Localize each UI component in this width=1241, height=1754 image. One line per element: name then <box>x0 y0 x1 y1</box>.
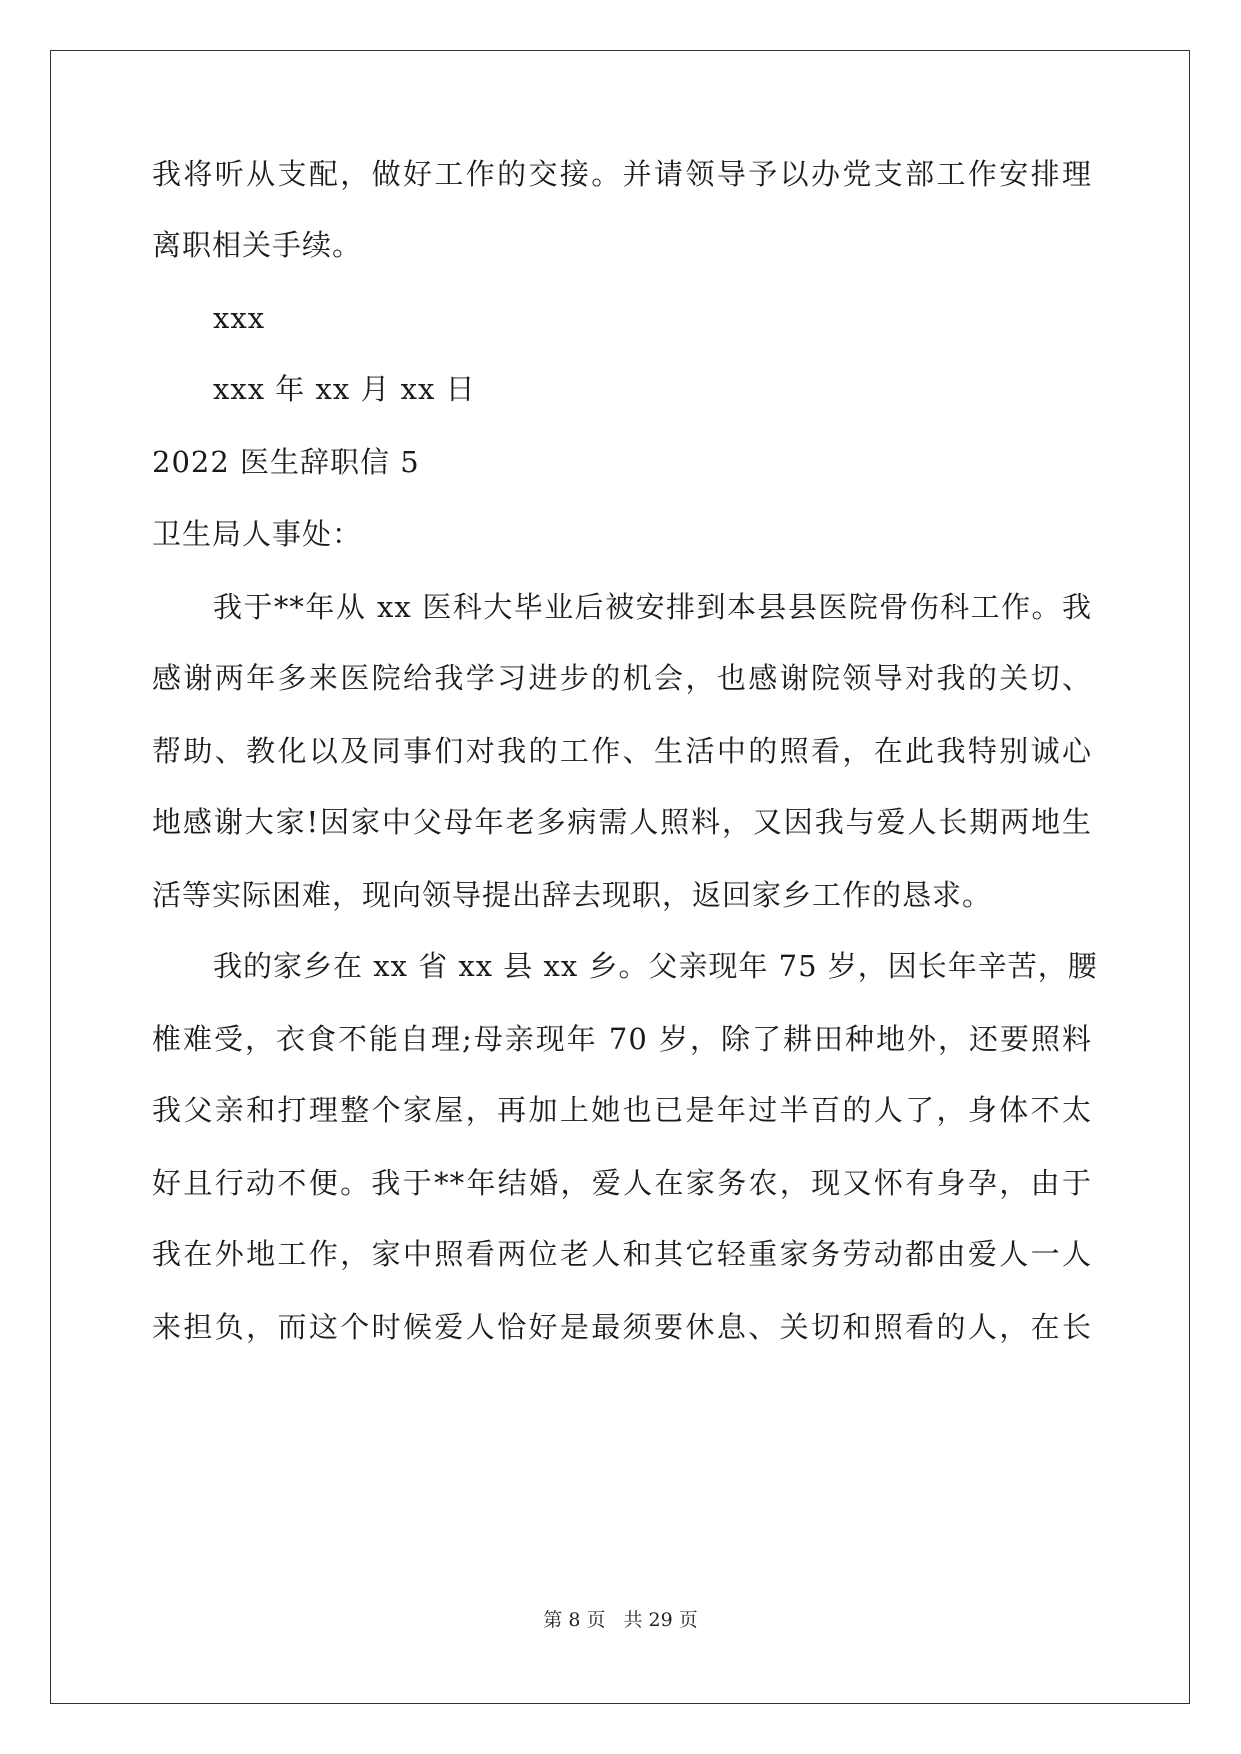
page-total: 共 29 页 <box>623 1609 698 1631</box>
text-line: 椎难受，衣食不能自理;母亲现年 70 岁，除了耕田种地外，还要照料 <box>152 1022 1092 1056</box>
text-line: 我将听从支配，做好工作的交接。并请领导予以办党支部工作安排理 <box>152 157 1092 191</box>
page-footer <box>0 1608 1241 1632</box>
text-line: 我在外地工作，家中照看两位老人和其它轻重家务劳动都由爱人一人 <box>152 1237 1092 1271</box>
text-line: 我于**年从 xx 医科大毕业后被安排到本县县医院骨伤科工作。我 <box>213 590 1092 624</box>
page-number: 第 8 页 <box>543 1609 606 1631</box>
text-line: 帮助、教化以及同事们对我的工作、生活中的照看，在此我特别诚心 <box>152 734 1092 768</box>
text-line: 活等实际困难，现向领导提出辞去现职，返回家乡工作的恳求。 <box>152 878 993 912</box>
text-line: 来担负，而这个时候爱人恰好是最须要休息、关切和照看的人，在长 <box>152 1310 1092 1344</box>
text-line: 好且行动不便。我于**年结婚，爱人在家务农，现又怀有身孕，由于 <box>152 1166 1092 1200</box>
text-line: 我父亲和打理整个家屋，再加上她也已是年过半百的人了，身体不太 <box>152 1093 1092 1127</box>
text-line: 离职相关手续。 <box>152 228 363 262</box>
salutation: 卫生局人事处： <box>152 517 363 551</box>
section-heading: 2022 医生辞职信 5 <box>152 445 420 479</box>
text-line: 感谢两年多来医院给我学习进步的机会，也感谢院领导对我的关切、 <box>152 661 1092 695</box>
text-line: 地感谢大家!因家中父母年老多病需人照料，又因我与爱人长期两地生 <box>152 805 1092 839</box>
signature-name: xxx <box>213 301 266 335</box>
signature-date: xxx 年 xx 月 xx 日 <box>213 372 476 406</box>
text-line: 我的家乡在 xx 省 xx 县 xx 乡。父亲现年 75 岁，因长年辛苦，腰 <box>213 949 1098 983</box>
